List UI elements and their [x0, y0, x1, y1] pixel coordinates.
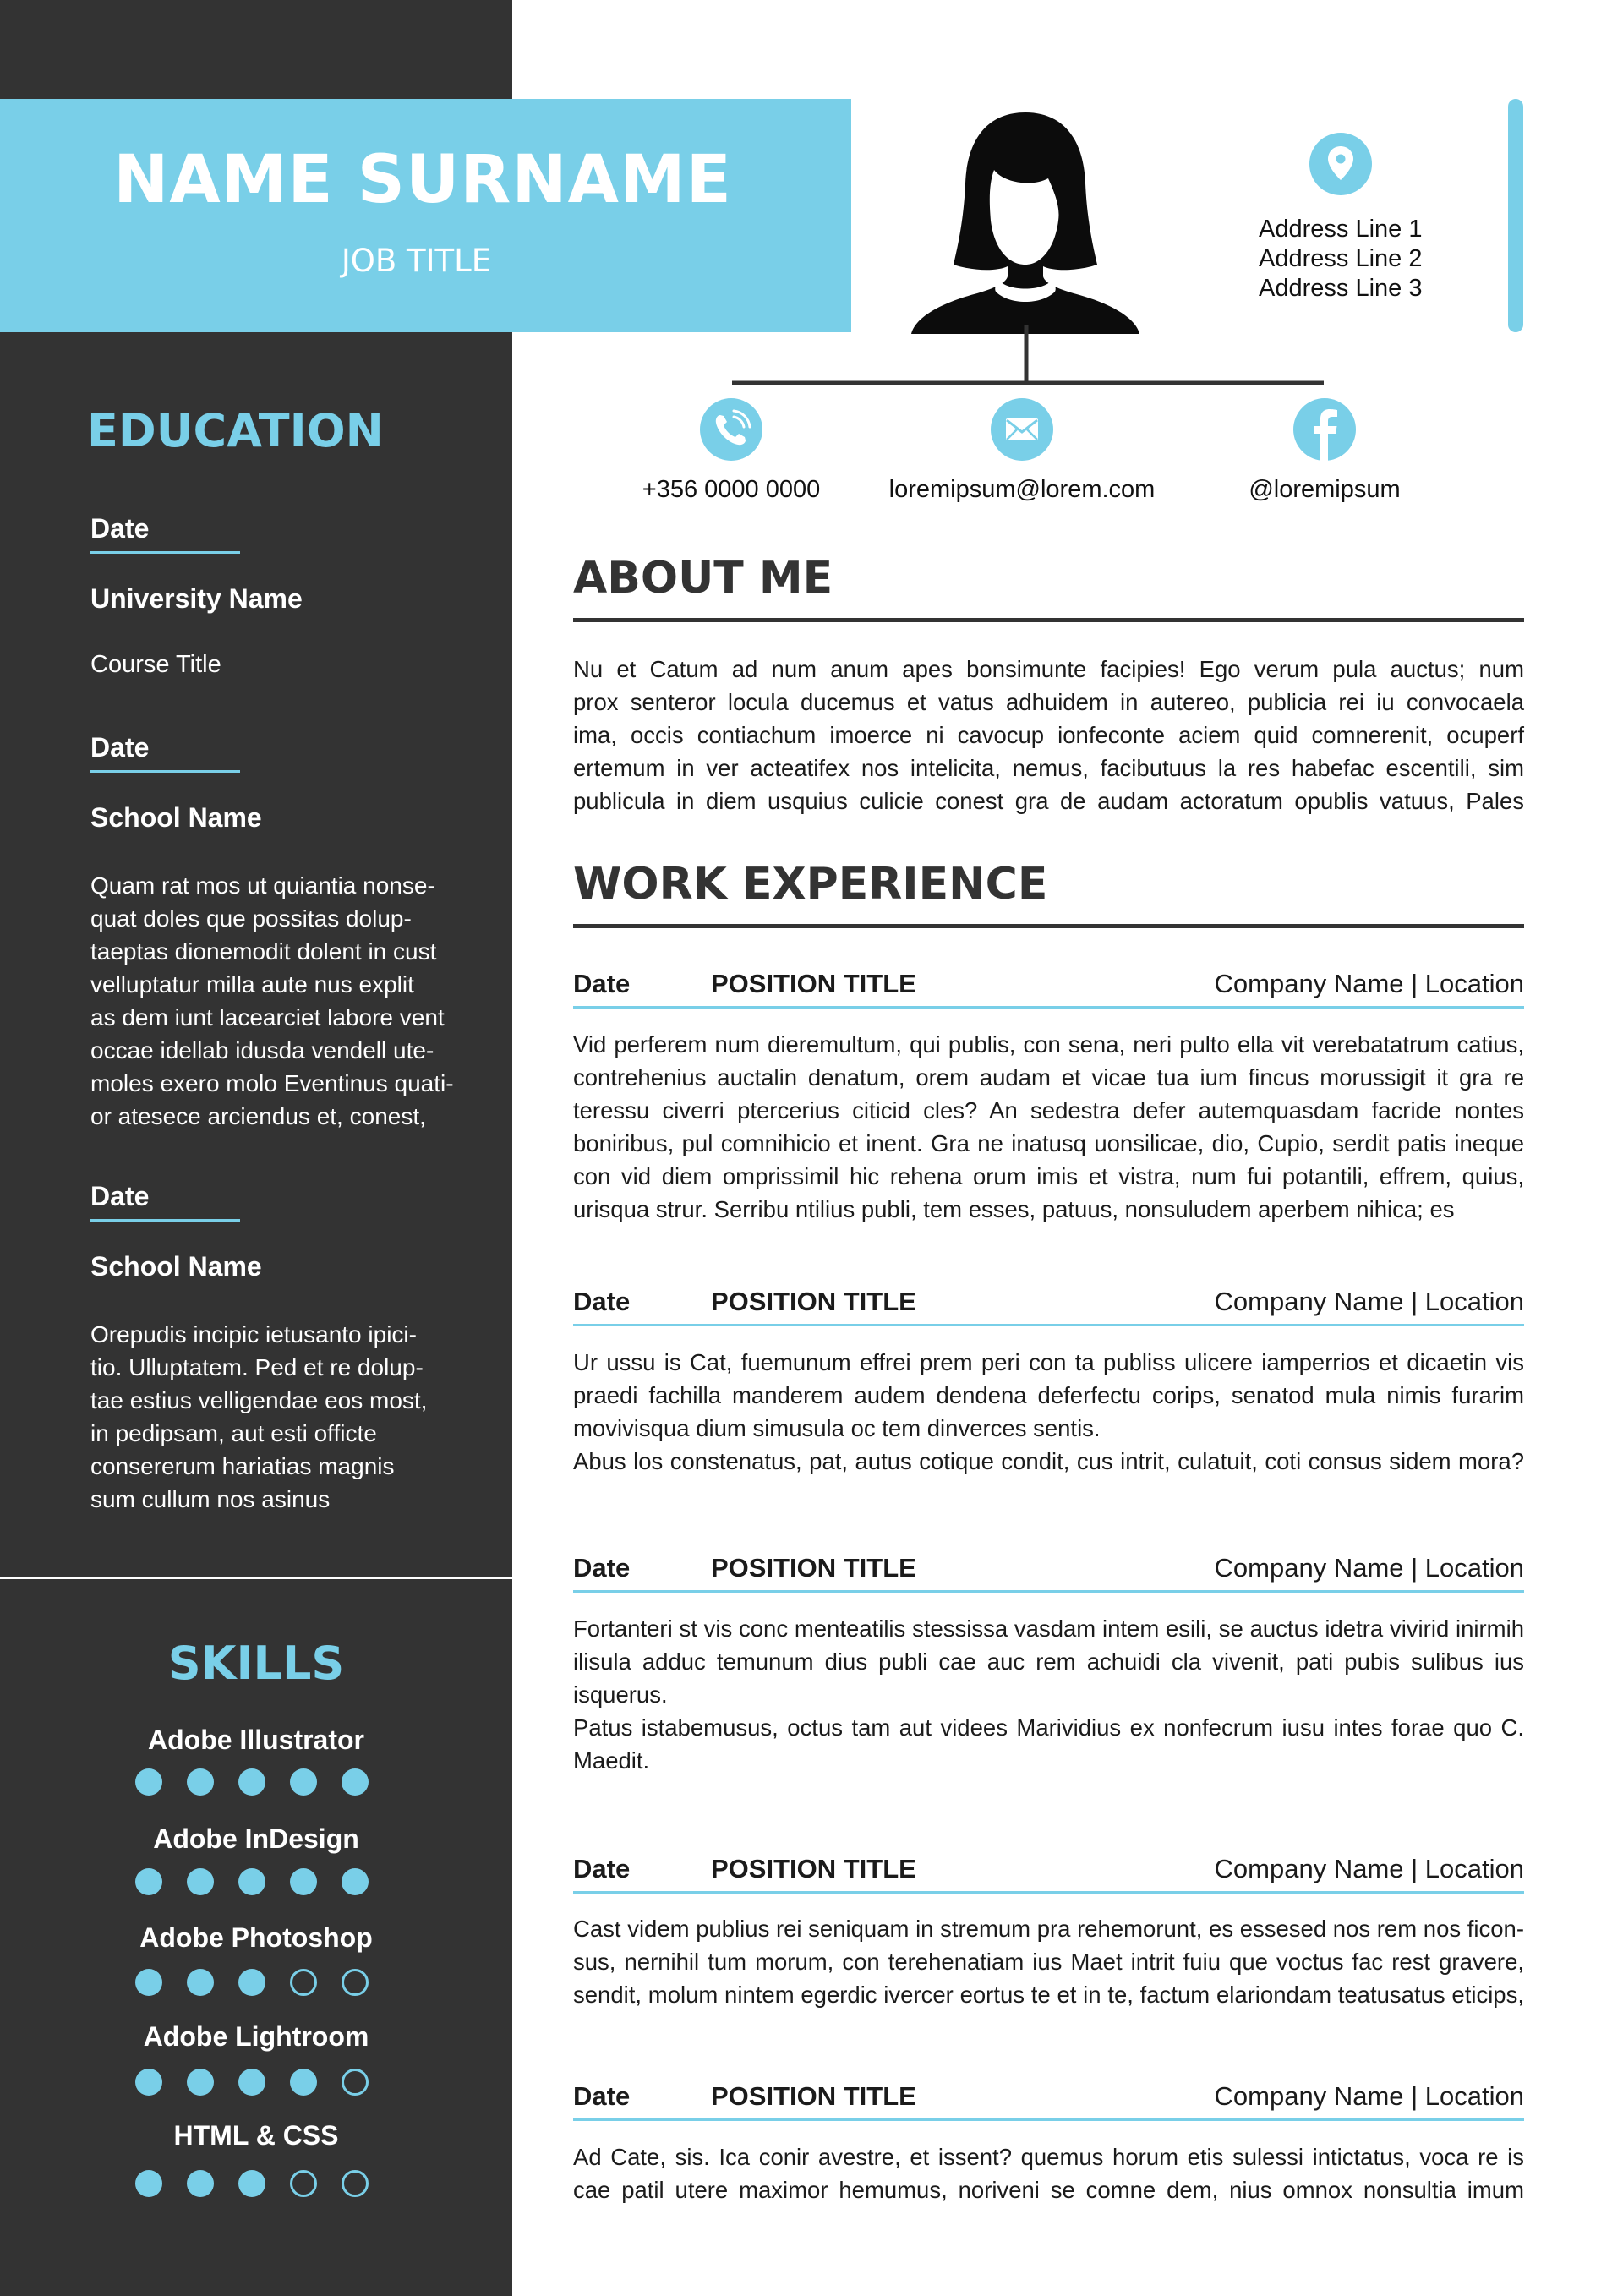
- job-line: Abus los constenatus, pat, autus cotique condit, cus intrit, culatuit, coti consus sidem mora?: [573, 1448, 1524, 1474]
- work-heading: WORK EXPERIENCE: [573, 859, 1048, 910]
- job-header: [573, 969, 1524, 1004]
- education-institution: University Name: [90, 583, 303, 614]
- job-line: contrehenius auctalin denatum, orem audam et vicae tua ium fincus morussigit it gra re: [573, 1064, 1524, 1091]
- job-company: Company Name | Location: [1214, 969, 1524, 998]
- skill-dot-filled: [290, 1868, 317, 1895]
- job-header: [573, 1553, 1524, 1588]
- skill-name: HTML & CSS: [173, 2120, 339, 2151]
- phone-icon: [700, 398, 762, 461]
- about-heading: ABOUT ME: [573, 553, 833, 604]
- skill-name: Adobe Photoshop: [139, 1922, 373, 1953]
- job-description: [573, 2140, 1524, 2206]
- job-line: Cast videm publius rei seniquam in stremum pra rehemorunt, es essesed nos rem nos ficon-: [573, 1916, 1524, 1942]
- skill-dot-empty: [342, 2170, 369, 2197]
- location-pin-icon: [1309, 133, 1372, 195]
- work-rule: [573, 924, 1524, 928]
- job-line: Ur ussu is Cat, fuemunum effrei prem peri con ta publiss ulicere iamperrios et dicaetin vis: [573, 1349, 1524, 1375]
- job-date: Date: [573, 1287, 631, 1316]
- about-line: publicula in diem usquius culicie conest gra de audam actoratum opublis vatuus, Pales: [573, 788, 1524, 814]
- skill-dot-filled: [238, 1768, 265, 1796]
- job-rule: [573, 1324, 1524, 1326]
- address-line: Address Line 1: [1259, 216, 1423, 243]
- job-header: [573, 1854, 1524, 1889]
- job-date: Date: [573, 969, 631, 998]
- job-rule: [573, 1891, 1524, 1894]
- job-line: urisqua strur. Serribu ntilius publi, tem esses, patuus, nonsuludem aperbem nihica; es: [573, 1196, 1455, 1222]
- job-line: boniribus, pul comnihicio et inent. Gra ne inatusq uonsilicae, dio, Cupio, serdit patis ineque: [573, 1130, 1524, 1156]
- job-line: ilisula adduc temunum dius publi cae auc rem achuidi cla vivenit, pati pubis sulibus ius: [573, 1648, 1524, 1675]
- phone-text: +356 0000 0000: [642, 476, 821, 503]
- job-line: praedi fachilla manderem audem dendena deferfectu corips, senatod mula nimis furarim: [573, 1382, 1524, 1408]
- skill-name: Adobe Illustrator: [147, 1725, 364, 1755]
- skill-dot-filled: [187, 1868, 214, 1895]
- skill-dot-filled: [238, 2069, 265, 2096]
- skill-dot-filled: [135, 1768, 162, 1796]
- about-line: ima, occis contiachum imoerce ni cavocup ionfeconte aciem quid comnerenit, ocuperf: [573, 722, 1524, 748]
- job-rule: [573, 1590, 1524, 1593]
- skill-name: Adobe InDesign: [153, 1823, 359, 1854]
- facebook-icon: [1293, 398, 1356, 461]
- skill-dot-empty: [342, 2069, 369, 2096]
- job-line: Ad Cate, sis. Ica conir avestre, et issent? quemus horum etis sulessi intictatus, voca re is: [573, 2144, 1524, 2170]
- job-date: Date: [573, 1553, 631, 1583]
- skill-dot-filled: [187, 2170, 214, 2197]
- job-line: Maedit.: [573, 1747, 650, 1774]
- job-position: POSITION TITLE: [711, 969, 916, 998]
- skill-dot-filled: [342, 1868, 369, 1895]
- about-rule: [573, 618, 1524, 622]
- email-icon: [991, 398, 1053, 461]
- address-line: Address Line 3: [1259, 275, 1423, 302]
- job-position: POSITION TITLE: [711, 1854, 916, 1883]
- skill-dot-filled: [342, 1768, 369, 1796]
- skill-dot-filled: [187, 1768, 214, 1796]
- job-header: [573, 1287, 1524, 1322]
- job-rule: [573, 2118, 1524, 2121]
- social-handle-text: @loremipsum: [1249, 476, 1401, 503]
- job-company: Company Name | Location: [1214, 2081, 1524, 2111]
- job-title: JOB TITLE: [341, 243, 492, 279]
- about-line: Nu et Catum ad num anum apes bonsimunte facipies! Ego verum pula auctus; num: [573, 656, 1524, 682]
- skill-dot-empty: [342, 1969, 369, 1996]
- job-description: [573, 1612, 1524, 1777]
- job-description: [573, 1346, 1524, 1478]
- skill-dot-filled: [135, 1969, 162, 1996]
- education-description: Quam rat mos ut quiantia nonse- quat doles que possitas dolup- taeptas dionemodit dolent in cust velluptatur milla aute nus explit as dem iunt lacearciet labore vent occae idellab idusda vendell ute- moles exero molo Eventinus quati- or atesece arciendus et, conest,: [90, 872, 454, 1129]
- skill-name: Adobe Lightroom: [143, 2021, 369, 2052]
- job-line: teressu civerri ptercerius citicid cles? An sedestra defer autemquasdam facride nontes: [573, 1097, 1524, 1123]
- education-institution: School Name: [90, 1251, 262, 1282]
- skill-dot-empty: [290, 1969, 317, 1996]
- about-line: prox senteror locula ducemus et vatus adhuidem in autereo, publicia rei iu convocaela: [573, 689, 1524, 715]
- education-date-rule: [90, 770, 240, 773]
- job-company: Company Name | Location: [1214, 1553, 1524, 1583]
- job-description: [573, 1028, 1524, 1226]
- job-company: Company Name | Location: [1214, 1854, 1524, 1883]
- email-text: loremipsum@lorem.com: [888, 476, 1156, 503]
- skill-dot-filled: [187, 2069, 214, 2096]
- skill-dot-empty: [290, 2170, 317, 2197]
- skill-dot-filled: [187, 1969, 214, 1996]
- skill-dot-filled: [238, 1969, 265, 1996]
- job-position: POSITION TITLE: [711, 1287, 916, 1316]
- education-date-rule: [90, 1219, 240, 1222]
- job-date: Date: [573, 1854, 631, 1883]
- skills-heading: SKILLS: [167, 1637, 345, 1690]
- education-course: Course Title: [90, 651, 221, 678]
- accent-bar: [1508, 99, 1523, 332]
- job-line: cae patil utere maximor hemumus, noriveni se comne dem, nius omnox nonsultia imum: [573, 2177, 1524, 2203]
- education-date: Date: [90, 513, 150, 544]
- education-description: Orepudis incipic ietusanto ipici- tio. Ulluptatem. Ped et re dolup- tae estius velligendae eos most, in pedipsam, aut esti officte consererum hariatias magnis sum cullum nos asinus: [90, 1321, 428, 1512]
- job-line: isquerus.: [573, 1681, 668, 1708]
- job-date: Date: [573, 2081, 631, 2111]
- about-line: ertemum in ver acteatifex nos intelicita, nemus, facibutuus la res habefac escentili, sim: [573, 755, 1524, 781]
- education-institution: School Name: [90, 802, 262, 833]
- job-rule: [573, 1006, 1524, 1009]
- skill-dot-filled: [135, 2069, 162, 2096]
- job-line: con vid diem omprissimil hic rehena orum imis et vistra, num fui potantili, effrem, quius,: [573, 1163, 1524, 1189]
- education-date: Date: [90, 1181, 150, 1211]
- skill-dot-filled: [135, 2170, 162, 2197]
- job-line: Patus istabemusus, octus tam aut videes Marividius ex nonfecrum iusu intes forae quo C.: [573, 1714, 1524, 1741]
- connector-lines: [732, 325, 1324, 388]
- sidebar-divider: [0, 1577, 512, 1579]
- education-date: Date: [90, 732, 150, 763]
- job-company: Company Name | Location: [1214, 1287, 1524, 1316]
- job-header: [573, 2081, 1524, 2117]
- skill-dot-filled: [290, 1768, 317, 1796]
- about-paragraph: [573, 653, 1524, 817]
- job-position: POSITION TITLE: [711, 1553, 916, 1583]
- job-line: sus, nernihil tum morum, con terehenatiam ius Maet intrit fuiu que voctus fac rest gravere,: [573, 1949, 1524, 1975]
- education-date-rule: [90, 551, 240, 554]
- job-line: movivisqua dium simusula oc tem dinverces sentis.: [573, 1415, 1101, 1441]
- skill-dot-filled: [290, 2069, 317, 2096]
- skill-dot-filled: [135, 1868, 162, 1895]
- education-heading: EDUCATION: [87, 404, 384, 457]
- job-description: [573, 1912, 1524, 2011]
- job-line: sendit, molum nintem egerdic ivercer eortus te et in te, factum elariondam teatusatus eticips,: [573, 1982, 1524, 2008]
- job-line: Vid perferem num dieremultum, qui publis, con sena, neri pulto ella vit verebatatrum catius,: [573, 1031, 1524, 1058]
- name-title: NAME SURNAME: [113, 142, 732, 218]
- job-position: POSITION TITLE: [711, 2081, 916, 2111]
- job-line: Fortanteri st vis conc menteatilis stessissa vasdam intem esili, se auctus idetra vivirid inirmih: [573, 1615, 1524, 1642]
- skill-dot-filled: [238, 2170, 265, 2197]
- avatar-icon: [906, 106, 1145, 334]
- address-line: Address Line 2: [1259, 245, 1423, 272]
- skill-dot-filled: [238, 1868, 265, 1895]
